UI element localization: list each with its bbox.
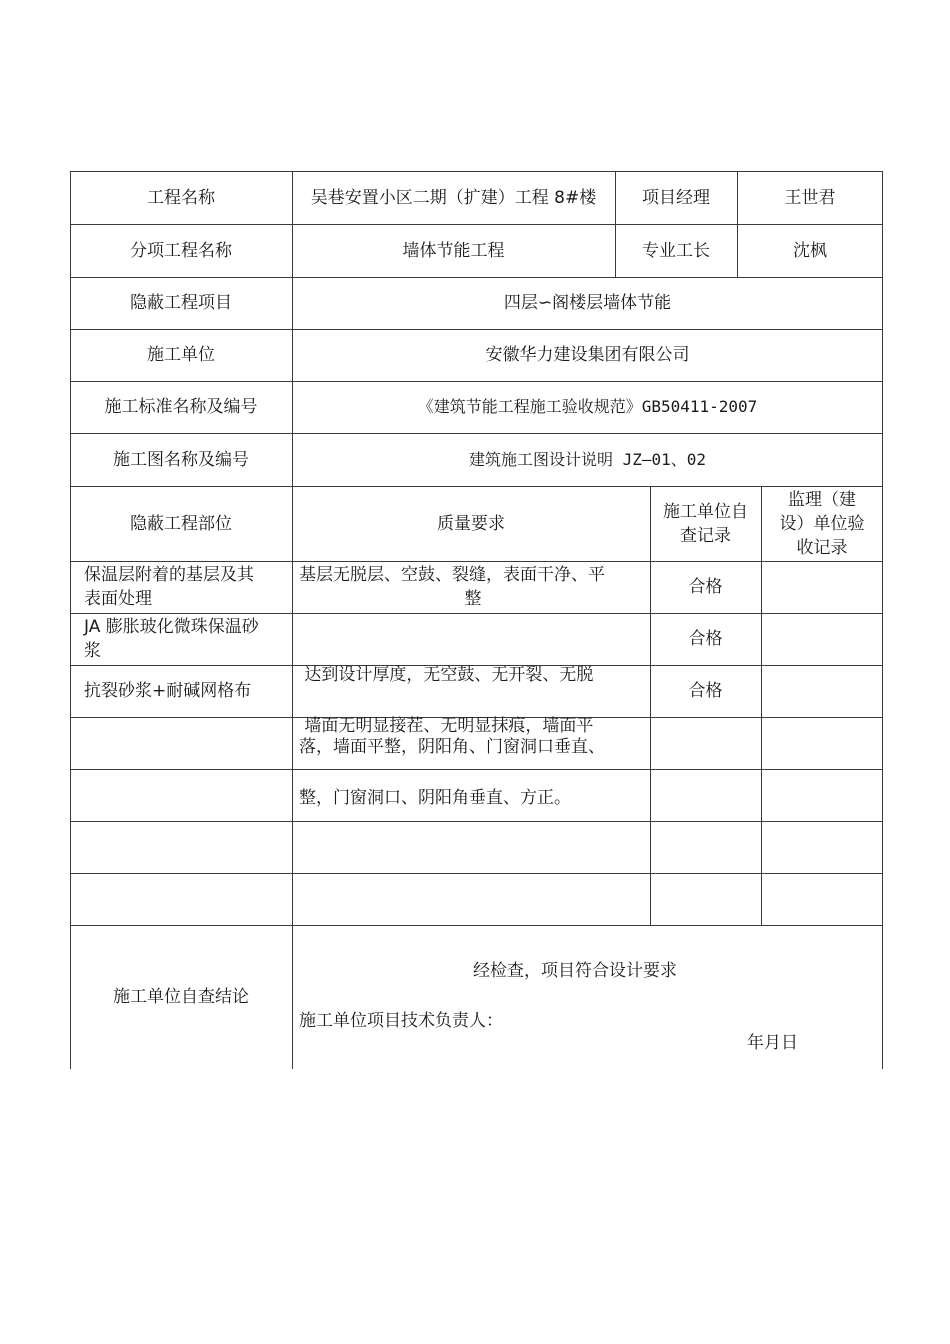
conclusion-label: 施工单位自查结论 — [113, 987, 249, 1007]
project-manager-label: 项目经理 — [642, 187, 710, 208]
row2-part: JA 膨胀玻化微珠保温砂 浆 — [84, 617, 259, 661]
hidden-item-label: 隐蔽工程项目 — [130, 293, 232, 313]
date-label: 年月日 — [747, 1033, 798, 1053]
header-supervision — [761, 486, 883, 561]
standard-value: 《建筑节能工程施工验收规范》GB50411-2007 — [417, 397, 758, 416]
row1-self-check: 合格 — [688, 577, 723, 597]
subproject-label: 分项工程名称 — [130, 240, 232, 261]
row1-supervision — [761, 561, 883, 613]
header-quality: 质量要求 — [437, 513, 505, 534]
row2-self-check: 合格 — [688, 629, 723, 649]
project-name-label: 工程名称 — [147, 187, 215, 208]
header-part: 隐蔽工程部位 — [130, 513, 232, 534]
row3-supervision — [761, 665, 883, 717]
foreman-label: 专业工长 — [642, 240, 710, 261]
row1-part: 保温层附着的基层及其 表面处理 — [84, 565, 254, 609]
project-name-value: 吴巷安置小区二期（扩建）工程 8#楼 — [310, 187, 597, 208]
row2-supervision — [761, 613, 883, 665]
conclusion-statement: 经检查，项目符合设计要求 — [473, 961, 677, 981]
header-supervision-line3: 收记录 — [796, 537, 848, 558]
row3-requirement: 墙面无明显接茬、无明显抹痕，墙面平 整，门窗洞口、阴阳角垂直、方正。 — [299, 716, 594, 808]
drawing-label: 施工图名称及编号 — [113, 449, 249, 470]
drawing-value: 建筑施工图设计说明 JZ—01、02 — [468, 449, 707, 469]
header-supervision-line1: 监理（建 — [788, 489, 856, 510]
hidden-item-value: 四层∽阁楼层墙体节能 — [503, 293, 672, 313]
signer-label: 施工单位项目技术负责人： — [299, 1011, 503, 1031]
project-manager-value: 王世君 — [784, 187, 836, 208]
row2-requirement: 达到设计厚度，无空鼓、无开裂、无脱 落，墙面平整，阴阳角、门窗洞口垂直、 — [299, 665, 605, 757]
foreman-value: 沈枫 — [793, 240, 827, 261]
subproject-value: 墙体节能工程 — [402, 240, 505, 261]
header-supervision-line2: 设）单位验 — [779, 513, 865, 534]
header-self-check — [650, 486, 761, 561]
header-self-check-line1: 施工单位自 — [663, 501, 748, 522]
inspection-form — [70, 171, 883, 1069]
standard-label: 施工标准名称及编号 — [104, 397, 258, 417]
contractor-value: 安徽华力建设集团有限公司 — [485, 345, 690, 365]
contractor-label: 施工单位 — [147, 345, 215, 365]
row3-self-check: 合格 — [688, 681, 723, 701]
header-self-check-line2: 查记录 — [680, 525, 731, 546]
row1-requirement: 基层无脱层、空鼓、裂缝，表面干净、平 整 — [299, 565, 605, 609]
row3-part: 抗裂砂浆+耐碱网格布 — [84, 681, 252, 701]
